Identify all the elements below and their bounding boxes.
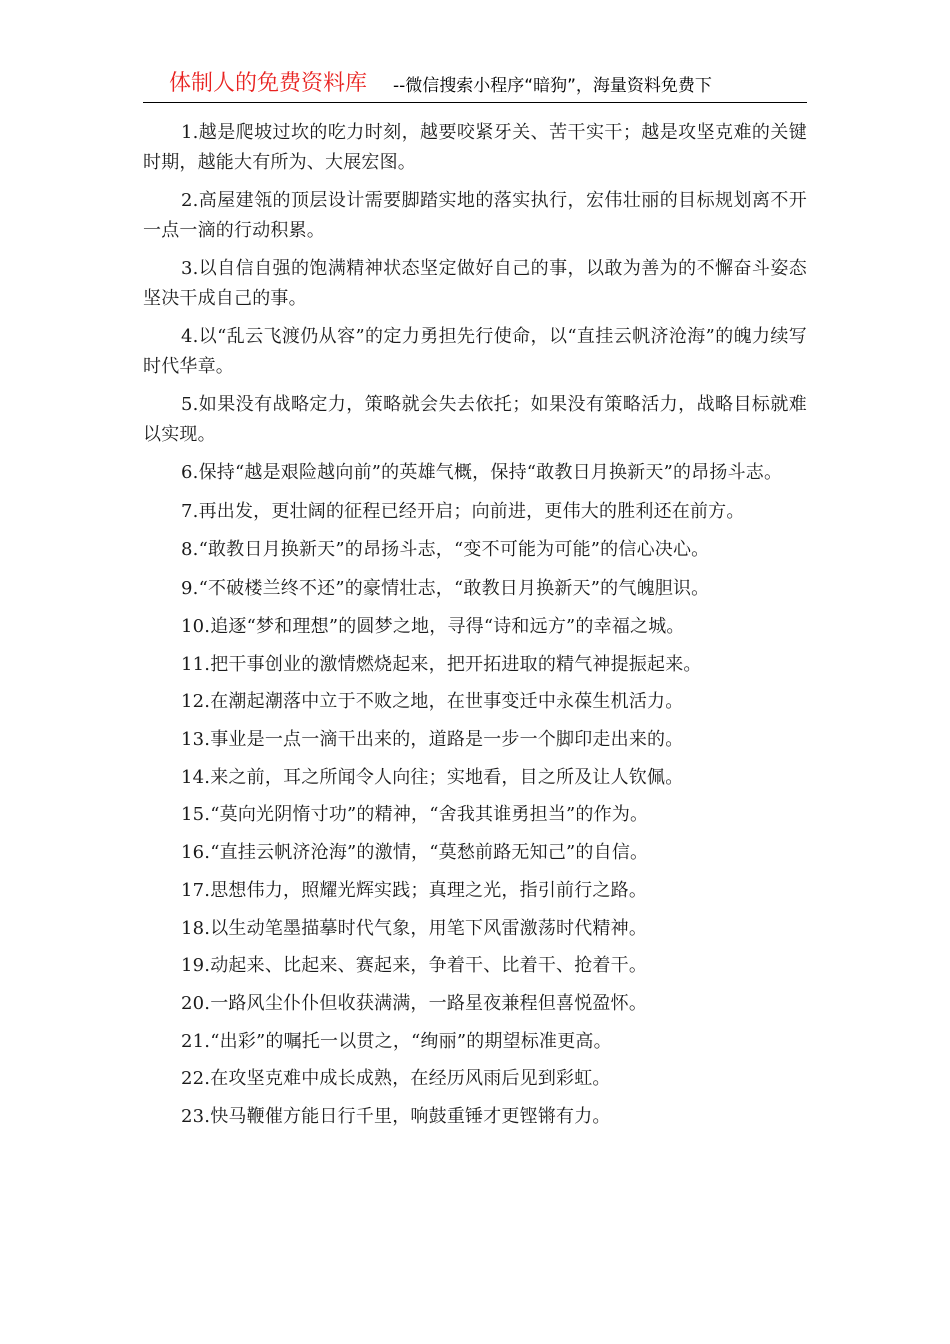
list-item: 7.再出发，更壮阔的征程已经开启；向前进，更伟大的胜利还在前方。 <box>181 500 745 522</box>
list-item: 10.追逐“梦和理想”的圆梦之地，寻得“诗和远方”的幸福之城。 <box>181 616 685 637</box>
list-item: 15.“莫向光阴惰寸功”的精神，“舍我其谁勇担当”的作为。 <box>181 804 649 826</box>
list-item: 16.“直挂云帆济沧海”的激情，“莫愁前路无知己”的自信。 <box>181 842 649 864</box>
list-item: 8.“敢教日月换新天”的昂扬斗志，“变不可能为可能”的信心决心。 <box>181 539 710 560</box>
list-item: 17.思想伟力，照耀光辉实践；真理之光，指引前行之路。 <box>181 879 648 901</box>
header-brand: 体制人的免费资料库 <box>169 71 368 96</box>
list-item: 4.以“乱云飞渡仍从容”的定力勇担先行使命，以“直挂云帆济沧海”的魄力续写时代华章。 <box>143 326 807 377</box>
list-item: 5.如果没有战略定力，策略就会失去依托；如果没有策略活力，战略目标就难以实现。 <box>143 394 807 445</box>
list-item: 2.高屋建瓴的顶层设计需要脚踏实地的落实执行，宏伟壮丽的目标规划离不开一点一滴的行动积累。 <box>143 190 807 241</box>
list-item: 18.以生动笔墨描摹时代气象，用笔下风雷激荡时代精神。 <box>181 917 648 939</box>
list-item: 3.以自信自强的饱满精神状态坚定做好自己的事，以敢为善为的不懈奋斗姿态坚决干成自己的事。 <box>143 258 807 309</box>
list-item: 1.越是爬坡过坎的吃力时刻，越要咬紧牙关、苦干实干；越是攻坚克难的关键时期，越能大有所为、大展宏图。 <box>143 122 807 173</box>
document-body <box>143 118 807 1140</box>
list-item: 22.在攻坚克难中成长成熟，在经历风雨后见到彩虹。 <box>181 1068 611 1090</box>
list-item: 12.在潮起潮落中立于不败之地，在世事变迁中永葆生机活力。 <box>181 691 684 713</box>
list-item: 19.动起来、比起来、赛起来，争着干、比着干、抢着干。 <box>181 955 648 977</box>
list-item: 20.一路风尘仆仆但收获满满，一路星夜兼程但喜悦盈怀。 <box>181 992 648 1014</box>
list-item: 9.“不破楼兰终不还”的豪情壮志，“敢教日月换新天”的气魄胆识。 <box>181 577 710 599</box>
list-item: 21.“出彩”的嘱托一以贯之，“绚丽”的期望标准更高。 <box>181 1030 612 1052</box>
list-item: 13.事业是一点一滴干出来的，道路是一步一个脚印走出来的。 <box>181 729 684 751</box>
list-item: 14.来之前，耳之所闻令人向往；实地看，目之所及让人钦佩。 <box>181 766 684 788</box>
list-item: 23.快马鞭催方能日行千里，响鼓重锤才更铿锵有力。 <box>181 1105 611 1127</box>
list-item: 11.把干事创业的激情燃烧起来，把开拓进取的精气神提振起来。 <box>181 653 702 675</box>
list-item: 6.保持“越是艰险越向前”的英雄气概，保持“敢教日月换新天”的昂扬斗志。 <box>181 462 783 483</box>
page-header <box>143 66 807 103</box>
header-tagline: --微信搜索小程序“暗狗”，海量资料免费下 <box>393 76 712 96</box>
